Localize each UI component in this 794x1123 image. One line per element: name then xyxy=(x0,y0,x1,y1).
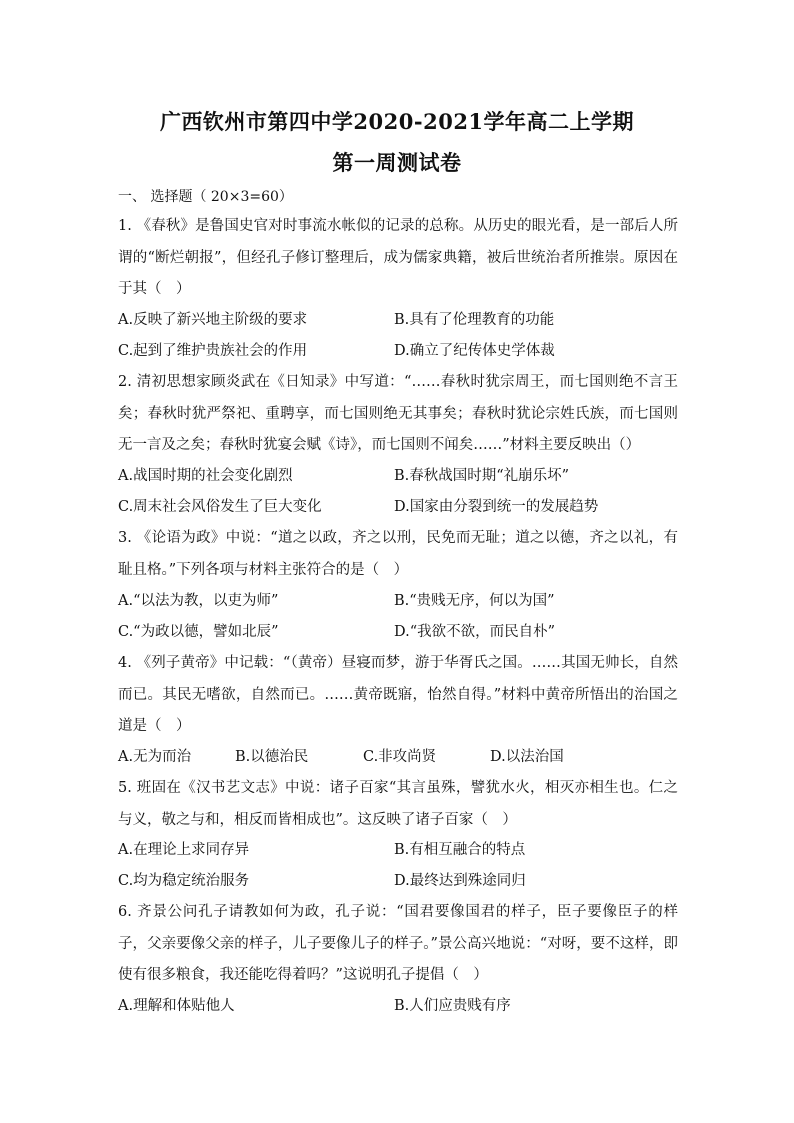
question-6-options xyxy=(118,991,678,1022)
question-5-options xyxy=(118,835,678,897)
exam-title: 广西钦州市第四中学2020-2021学年高二上学期 xyxy=(159,109,635,134)
option-d: D.国家由分裂到统一的发展趋势 xyxy=(394,499,599,515)
question-2-options xyxy=(118,461,678,523)
section-heading: 一、 选择题（ 20×3=60） xyxy=(118,189,293,205)
option-c: C.周末社会风俗发生了巨大变化 xyxy=(118,499,322,515)
option-d: D.确立了纪传体史学体裁 xyxy=(394,343,555,359)
option-c: C.起到了维护贵族社会的作用 xyxy=(118,343,308,359)
option-a: A.在理论上求同存异 xyxy=(118,842,250,858)
question-4-stem: 4. 《列子黄帝》中记载：“（黄帝）昼寝而梦，游于华胥氏之国。……其国无帅长，自然而已。其民无嗜欲，自然而已。……黄帝既寤，怡然自得。”材料中黄帝所悟出的治国之道是（ ） xyxy=(118,655,678,734)
option-a: A.理解和体贴他人 xyxy=(118,998,235,1014)
option-b: B.人们应贵贱有序 xyxy=(394,998,511,1014)
question-4-options xyxy=(118,742,678,773)
option-a: A.反映了新兴地主阶级的要求 xyxy=(118,312,308,328)
question-6-stem: 6. 齐景公问孔子请教如何为政，孔子说：“国君要像国君的样子，臣子要像臣子的样子，父亲要像父亲的样子，儿子要像儿子的样子。”景公高兴地说：“对呀，要不这样，即使有很多粮食，我还能吃得着吗？”这说明孔子提倡（ ） xyxy=(118,904,678,983)
option-b: B.春秋战国时期“礼崩乐坏” xyxy=(394,468,570,484)
question-5-stem: 5. 班固在《汉书艺文志》中说：诸子百家“其言虽殊，譬犹水火，相灭亦相生也。仁之与义，敬之与和，相反而皆相成也”。这反映了诸子百家（ ） xyxy=(118,780,678,828)
option-d: D.最终达到殊途同归 xyxy=(394,873,526,889)
option-d: D.“我欲不欲，而民自朴” xyxy=(394,624,556,640)
option-a: A.无为而治 xyxy=(118,749,192,765)
question-2-stem: 2. 清初思想家顾炎武在《日知录》中写道：“……春秋时犹宗周王，而七国则绝不言王矣；春秋时犹严祭祀、重聘享，而七国则绝无其事矣；春秋时犹论宗姓氏族，而七国则无一言及之矣；春秋时犹宴会赋《诗》，而七国则不闻矣……”材料主要反映出（） xyxy=(118,374,678,453)
option-d: D.以法治国 xyxy=(490,749,564,765)
option-b: B.具有了伦理教育的功能 xyxy=(394,312,555,328)
option-c: C.非攻尚贤 xyxy=(363,749,437,765)
question-3-stem: 3. 《论语为政》中说：“道之以政，齐之以刑，民免而无耻；道之以德，齐之以礼，有耻且格。”下列各项与材料主张符合的是（ ） xyxy=(118,530,678,578)
option-b: B.以德治民 xyxy=(235,749,309,765)
option-a: A.“以法为教，以吏为师” xyxy=(118,593,279,609)
option-c: C.均为稳定统治服务 xyxy=(118,873,250,889)
question-1-stem: 1. 《春秋》是鲁国史官对时事流水帐似的记录的总称。从历史的眼光看，是一部后人所谓的“断烂朝报”，但经孔子修订整理后，成为儒家典籍，被后世统治者所推崇。原因在于其（ ） xyxy=(118,218,678,297)
option-a: A.战国时期的社会变化剧烈 xyxy=(118,468,293,484)
option-b: B.有相互融合的特点 xyxy=(394,842,526,858)
option-c: C.“为政以德，譬如北辰” xyxy=(118,624,279,640)
option-b: B.“贵贱无序，何以为国” xyxy=(394,593,555,609)
question-3-options xyxy=(118,586,678,648)
question-1-options xyxy=(118,305,678,367)
exam-subtitle: 第一周测试卷 xyxy=(332,150,462,175)
